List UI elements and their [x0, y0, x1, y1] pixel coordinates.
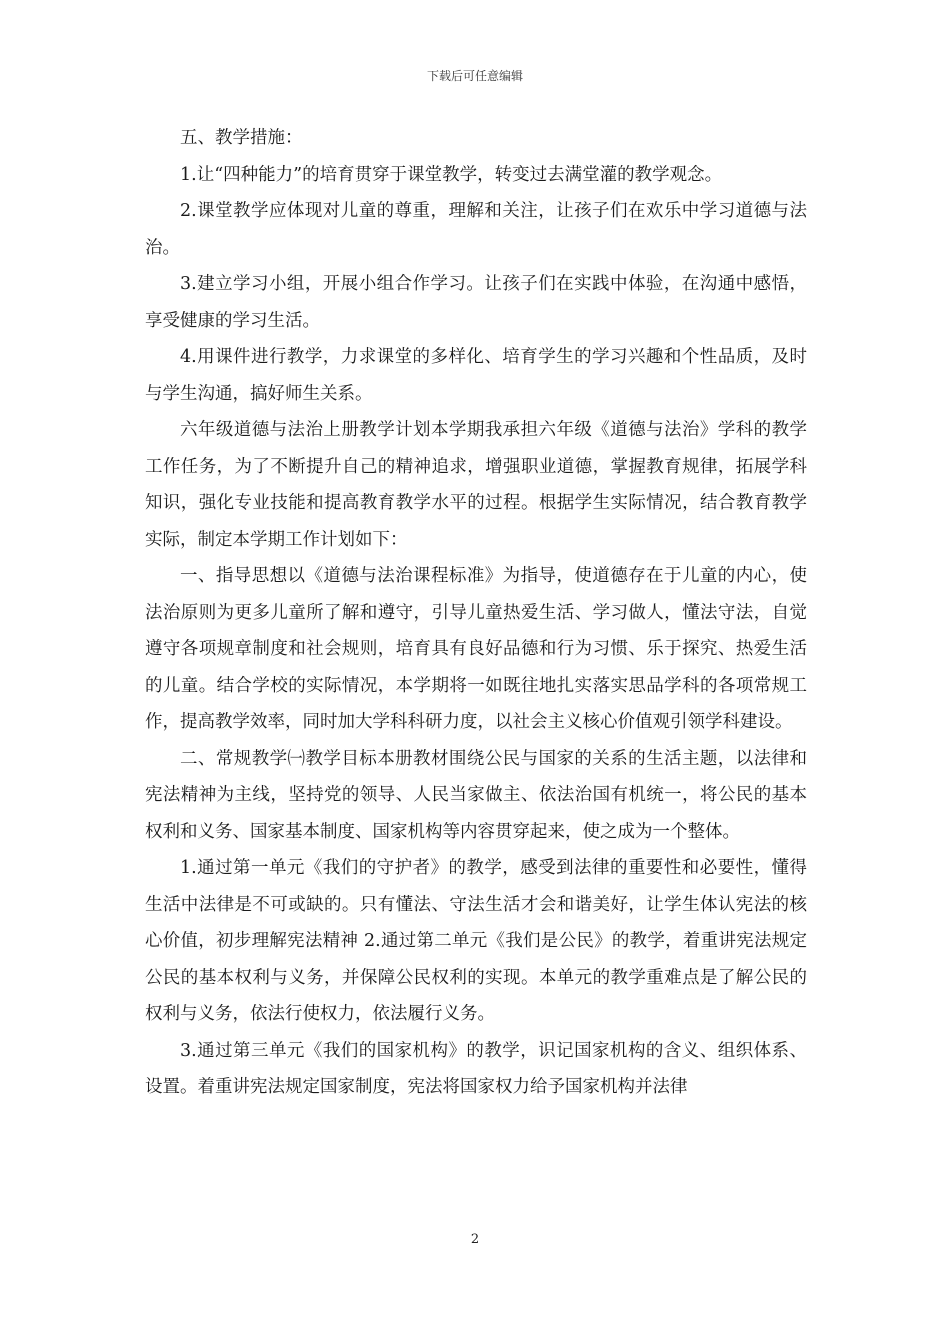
paragraph-plan-intro: 六年级道德与法治上册教学计划本学期我承担六年级《道德与法治》学科的教学工作任务，为了不断提升自己的精神追求，增强职业道德，掌握教育规律，拓展学科知识，强化专业技能和提高教育教学水平的过程。根据学生实际情况，结合教育教学实际，制定本学期工作计划如下： — [145, 420, 807, 550]
paragraph-unit-3: 3.通过第三单元《我们的国家机构》的教学，识记国家机构的含义、组织体系、设置。着重讲宪法规定国家制度，宪法将国家权力给予国家机构并法律 — [145, 1040, 807, 1097]
paragraph-measure-1: 1.让“四种能力”的培育贯穿于课堂教学，转变过去满堂灌的教学观念。 — [180, 164, 723, 185]
page-header: 下载后可任意编辑 — [426, 69, 523, 83]
paragraph-measure-2: 2.课堂教学应体现对儿童的尊重，理解和关注，让孩子们在欢乐中学习道德与法治。 — [145, 201, 807, 258]
page-number: 2 — [470, 1232, 480, 1247]
paragraph-guiding-thought: 一、指导思想以《道德与法治课程标准》为指导，使道德存在于儿童的内心，使法治原则为更多儿童所了解和遵守，引导儿童热爱生活、学习做人，懂法守法，自觉遵守各项规章制度和社会规则，培育具有良好品德和行为习惯、乐于探究、热爱生活的儿童。结合学校的实际情况，本学期将一如既往地扎实落实思品学科的各项常规工作，提高教学效率，同时加大学科科研力度，以社会主义核心价值观引领学科建设。 — [145, 566, 807, 732]
document-body — [145, 120, 807, 1106]
paragraph-measure-3: 3.建立学习小组，开展小组合作学习。让孩子们在实践中体验，在沟通中感悟，享受健康的学习生活。 — [145, 274, 807, 331]
paragraph-unit-1-2: 1.通过第一单元《我们的守护者》的教学，感受到法律的重要性和必要性，懂得生活中法律是不可或缺的。只有懂法、守法生活才会和谐美好，让学生体认宪法的核心价值，初步理解宪法精神 2.通过第二单元《我们是公民》的教学，着重讲宪法规定公民的基本权利与义务，并保障公民权利的实现。本单元的教学重难点是了解公民的权利与义务，依法行使权力，依法履行义务。 — [145, 858, 807, 1024]
paragraph-routine-teaching: 二、常规教学㈠教学目标本册教材围绕公民与国家的关系的生活主题，以法律和宪法精神为主线，坚持党的领导、人民当家做主、依法治国有机统一，将公民的基本权利和义务、国家基本制度、国家机构等内容贯穿起来，使之成为一个整体。 — [145, 748, 807, 842]
paragraph-section-five-title: 五、教学措施： — [180, 128, 303, 148]
paragraph-measure-4: 4.用课件进行教学，力求课堂的多样化、培育学生的学习兴趣和个性品质，及时与学生沟通，搞好师生关系。 — [145, 347, 807, 404]
